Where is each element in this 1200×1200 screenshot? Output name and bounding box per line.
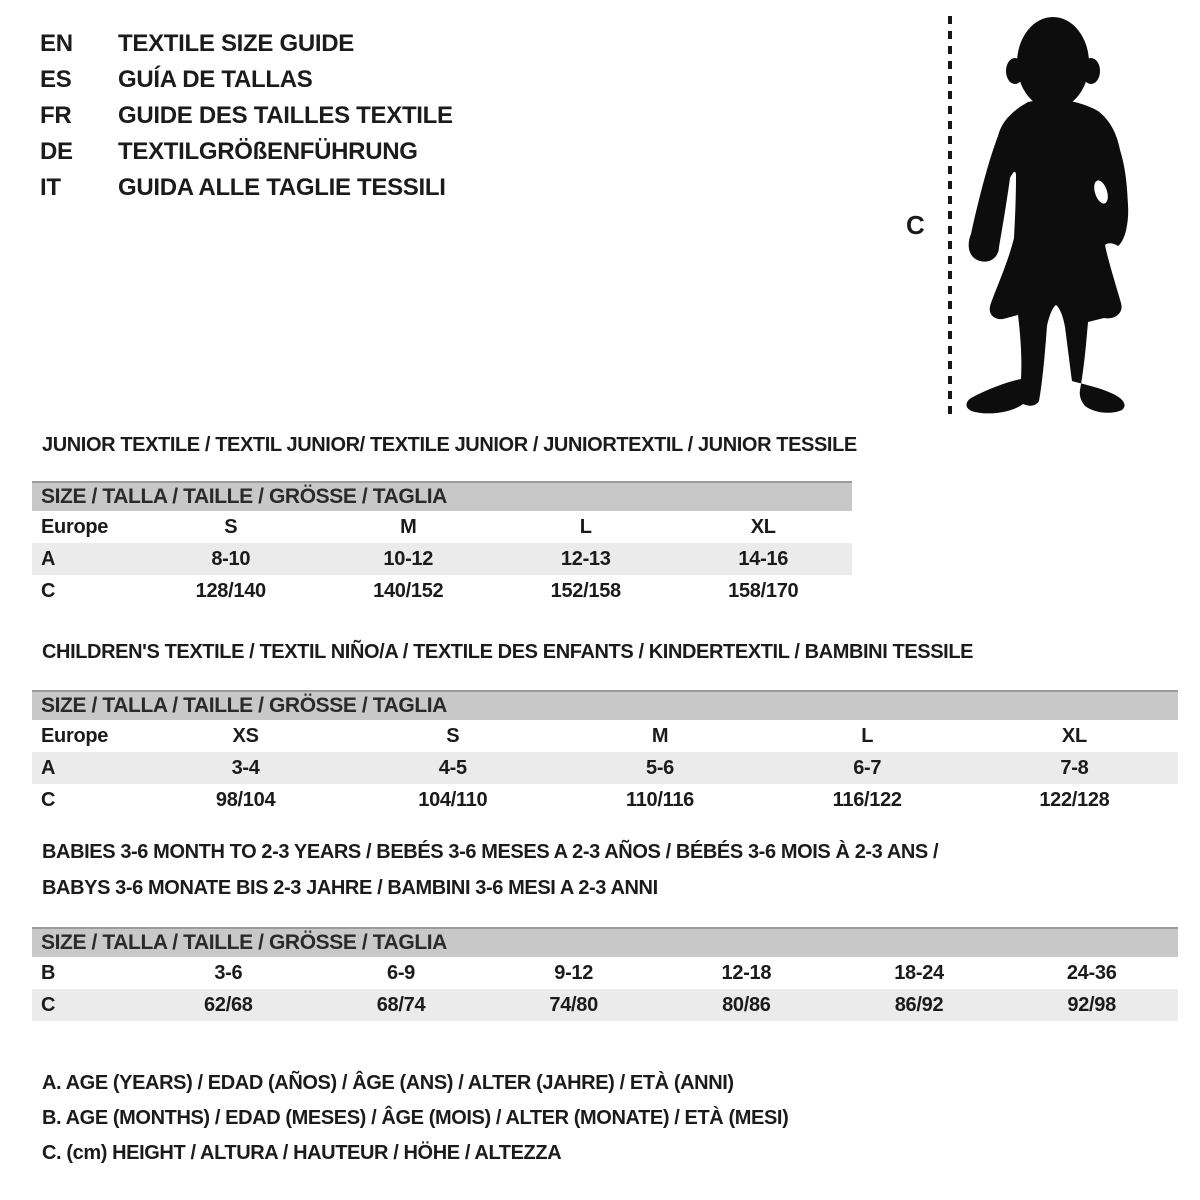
language-code: DE: [40, 138, 73, 165]
size-table-children: [32, 690, 1178, 816]
language-code: FR: [40, 102, 72, 129]
legend-line-c: C. (cm) HEIGHT / ALTURA / HAUTEUR / HÖHE / ALTEZZA: [42, 1142, 562, 1164]
size-header-bar: [32, 481, 852, 511]
size-cell: L: [579, 515, 592, 538]
size-cell: 74/80: [549, 993, 598, 1016]
section-title-junior: JUNIOR TEXTILE / TEXTIL JUNIOR/ TEXTILE JUNIOR / JUNIORTEXTIL / JUNIOR TESSILE: [42, 434, 857, 456]
table-row-children-c: [32, 784, 1178, 816]
row-label: A: [41, 756, 56, 779]
table-row-babies-c: [32, 989, 1178, 1021]
row-label: B: [41, 961, 56, 984]
size-header-text: SIZE / TALLA / TAILLE / GRÖSSE / TAGLIA: [41, 931, 447, 954]
table-row-junior-c: [32, 575, 852, 607]
section-title-babies-line2: BABYS 3-6 MONATE BIS 2-3 JAHRE / BAMBINI 3-6 MESI A 2-3 ANNI: [42, 877, 658, 899]
size-cell: 14-16: [738, 547, 789, 570]
table-row-children-a: [32, 752, 1178, 784]
language-row-fr: [40, 98, 453, 134]
language-label: GUIDA ALLE TAGLIE TESSILI: [118, 174, 446, 201]
size-cell: 9-12: [554, 961, 594, 984]
language-label: GUIDE DES TAILLES TEXTILE: [118, 102, 453, 129]
language-label: TEXTILE SIZE GUIDE: [118, 30, 354, 57]
language-row-de: [40, 134, 453, 170]
size-cell: L: [861, 724, 874, 747]
language-row-en: [40, 26, 453, 62]
size-header-text: SIZE / TALLA / TAILLE / GRÖSSE / TAGLIA: [41, 694, 447, 717]
size-cell: 68/74: [376, 993, 426, 1016]
row-label: C: [41, 579, 56, 602]
size-cell: 7-8: [1060, 756, 1089, 779]
height-measure-label: C: [906, 210, 925, 240]
size-cell: 18-24: [894, 961, 944, 984]
size-header-bar: [32, 690, 1178, 720]
size-cell: 3-6: [214, 961, 243, 984]
language-code: EN: [40, 30, 73, 57]
section-title-babies-line1: BABIES 3-6 MONTH TO 2-3 YEARS / BEBÉS 3-6 MESES A 2-3 AÑOS / BÉBÉS 3-6 MOIS À 2-3 ANS /: [42, 841, 939, 863]
language-row-it: [40, 170, 453, 206]
size-cell: S: [224, 515, 238, 538]
section-title-children: CHILDREN'S TEXTILE / TEXTIL NIÑO/A / TEXTILE DES ENFANTS / KINDERTEXTIL / BAMBINI TESSILE: [42, 641, 974, 663]
size-cell: 6-7: [853, 756, 882, 779]
size-cell: 5-6: [646, 756, 675, 779]
size-cell: 8-10: [211, 547, 251, 570]
row-label: C: [41, 993, 56, 1016]
table-row-junior-a: [32, 543, 852, 575]
language-label: GUÍA DE TALLAS: [118, 66, 313, 93]
size-cell: 98/104: [215, 788, 276, 811]
size-cell: 6-9: [387, 961, 416, 984]
size-cell: 122/128: [1039, 788, 1110, 811]
row-label: Europe: [41, 515, 109, 538]
size-cell: 10-12: [383, 547, 434, 570]
language-code: IT: [40, 174, 61, 201]
size-cell: 116/122: [832, 788, 902, 811]
size-cell: 86/92: [894, 993, 944, 1016]
language-row-es: [40, 62, 453, 98]
size-cell: 158/170: [728, 579, 799, 602]
row-label: C: [41, 788, 56, 811]
size-cell: 24-36: [1066, 961, 1117, 984]
size-cell: 12-13: [560, 547, 611, 570]
size-cell: 62/68: [204, 993, 253, 1016]
size-cell: 110/116: [626, 788, 694, 811]
size-cell: S: [446, 724, 460, 747]
size-table-junior: [32, 481, 852, 607]
size-cell: 140/152: [373, 579, 444, 602]
height-measure-line: [948, 16, 952, 418]
legend-line-b: B. AGE (MONTHS) / EDAD (MESES) / ÂGE (MOIS) / ALTER (MONATE) / ETÀ (MESI): [42, 1107, 789, 1129]
size-cell: XL: [750, 515, 776, 538]
size-cell: 104/110: [418, 788, 488, 811]
table-row-junior-europe: [32, 511, 852, 543]
legend-line-a: A. AGE (YEARS) / EDAD (AÑOS) / ÂGE (ANS) / ALTER (JAHRE) / ETÀ (ANNI): [42, 1072, 734, 1094]
table-row-babies-b: [32, 957, 1178, 989]
size-cell: 80/86: [722, 993, 771, 1016]
row-label: A: [41, 547, 56, 570]
legend: [42, 1066, 788, 1171]
language-code: ES: [40, 66, 72, 93]
table-row-children-europe: [32, 720, 1178, 752]
size-cell: 12-18: [721, 961, 772, 984]
size-cell: 3-4: [231, 756, 260, 779]
size-cell: M: [400, 515, 417, 538]
size-cell: 128/140: [195, 579, 266, 602]
size-cell: XL: [1061, 724, 1087, 747]
size-table-babies: [32, 927, 1178, 1021]
language-label: TEXTILGRÖßENFÜHRUNG: [118, 138, 418, 165]
size-cell: 92/98: [1067, 993, 1116, 1016]
toddler-silhouette-icon: [958, 10, 1148, 425]
row-label: Europe: [41, 724, 109, 747]
size-cell: 4-5: [438, 756, 467, 779]
size-header-bar: [32, 927, 1178, 957]
language-header: [40, 26, 453, 206]
size-cell: 152/158: [550, 579, 621, 602]
size-cell: M: [651, 724, 669, 747]
size-cell: XS: [232, 724, 259, 747]
size-header-text: SIZE / TALLA / TAILLE / GRÖSSE / TAGLIA: [41, 485, 447, 508]
